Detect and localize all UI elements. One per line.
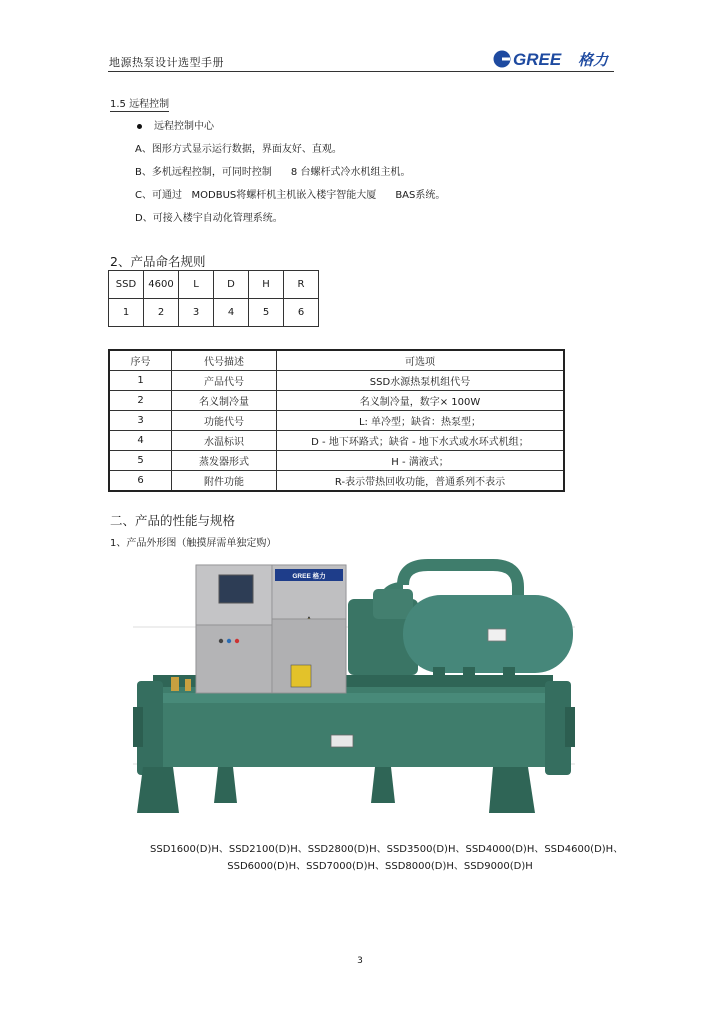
naming-codes-row — [109, 271, 319, 299]
header-title: 地源热泵设计选型手册 — [109, 56, 224, 69]
naming-index: 1 — [109, 299, 144, 327]
table-cell: R-表示带热回收功能，普通系列不表示 — [277, 471, 565, 492]
logo-text: GREE — [513, 50, 562, 69]
naming-heading: 2、产品命名规则 — [110, 254, 206, 269]
table-cell: 1 — [109, 371, 172, 391]
table-row — [109, 431, 564, 451]
naming-index: 6 — [284, 299, 319, 327]
list-item-d: D、可接入楼宇自动化管理系统。 — [135, 213, 283, 224]
naming-index: 4 — [214, 299, 249, 327]
table-cell: 5 — [109, 451, 172, 471]
bullet-text: 远程控制中心 — [154, 121, 214, 132]
naming-code: SSD — [109, 271, 144, 299]
table-cell: 水温标识 — [172, 431, 277, 451]
naming-code: D — [214, 271, 249, 299]
table-cell: 名义制冷量，数字× 100W — [277, 391, 565, 411]
table-row — [109, 391, 564, 411]
column-header: 代号描述 — [172, 350, 277, 371]
table-row — [109, 451, 564, 471]
naming-code: H — [249, 271, 284, 299]
table-cell: 产品代号 — [172, 371, 277, 391]
model-list-line-2: SSD6000(D)H、SSD7000(D)H、SSD8000(D)H、SSD9000(D)H — [227, 861, 533, 872]
table-cell: 功能代号 — [172, 411, 277, 431]
section-heading-remote-control: 1.5 远程控制 — [110, 95, 169, 112]
product-figure-caption: 1、产品外形图（触摸屏需单独定购） — [110, 538, 277, 549]
section-two-heading: 二、产品的性能与规格 — [110, 513, 236, 528]
table-cell: 2 — [109, 391, 172, 411]
table-header-row — [109, 350, 564, 371]
table-row — [109, 371, 564, 391]
cabinet-brand-label: GREE 格力 — [292, 573, 326, 580]
bullet-item — [137, 117, 214, 132]
table-cell: H - 满液式； — [277, 451, 565, 471]
logo-cn: 格力 — [578, 51, 609, 69]
table-cell: 附件功能 — [172, 471, 277, 492]
naming-index-row — [109, 299, 319, 327]
gree-logo — [492, 48, 614, 70]
table-cell: 3 — [109, 411, 172, 431]
column-header: 可选项 — [277, 350, 565, 371]
naming-table — [108, 270, 319, 327]
naming-index: 3 — [179, 299, 214, 327]
list-item-b: B、多机远程控制，可同时控制 8 台螺杆式冷水机组主机。 — [135, 167, 411, 178]
table-cell: 名义制冷量 — [172, 391, 277, 411]
table-row — [109, 411, 564, 431]
naming-code: L — [179, 271, 214, 299]
table-cell: 蒸发器形式 — [172, 451, 277, 471]
naming-code: R — [284, 271, 319, 299]
bullet-icon — [137, 124, 142, 129]
table-cell: SSD水源热泵机组代号 — [277, 371, 565, 391]
chiller-unit-image — [133, 557, 575, 819]
table-cell: 4 — [109, 431, 172, 451]
naming-code: 4600 — [144, 271, 179, 299]
table-cell: L: 单冷型；缺省：热泵型； — [277, 411, 565, 431]
options-table — [108, 349, 565, 492]
column-header: 序号 — [109, 350, 172, 371]
naming-index: 5 — [249, 299, 284, 327]
list-item-c: C、可通过 MODBUS将螺杆机主机嵌入楼宇智能大厦 BAS系统。 — [135, 190, 446, 201]
page-number: 3 — [357, 956, 363, 966]
model-list-line-1: SSD1600(D)H、SSD2100(D)H、SSD2800(D)H、SSD3500(D)H、SSD4000(D)H、SSD4600(D)H、 — [150, 844, 624, 855]
header-divider — [108, 71, 614, 72]
table-row — [109, 471, 564, 492]
naming-index: 2 — [144, 299, 179, 327]
table-cell: 6 — [109, 471, 172, 492]
table-cell: D - 地下环路式；缺省 - 地下水式或水环式机组； — [277, 431, 565, 451]
list-item-a: A、图形方式显示运行数据，界面友好、直观。 — [135, 144, 342, 155]
